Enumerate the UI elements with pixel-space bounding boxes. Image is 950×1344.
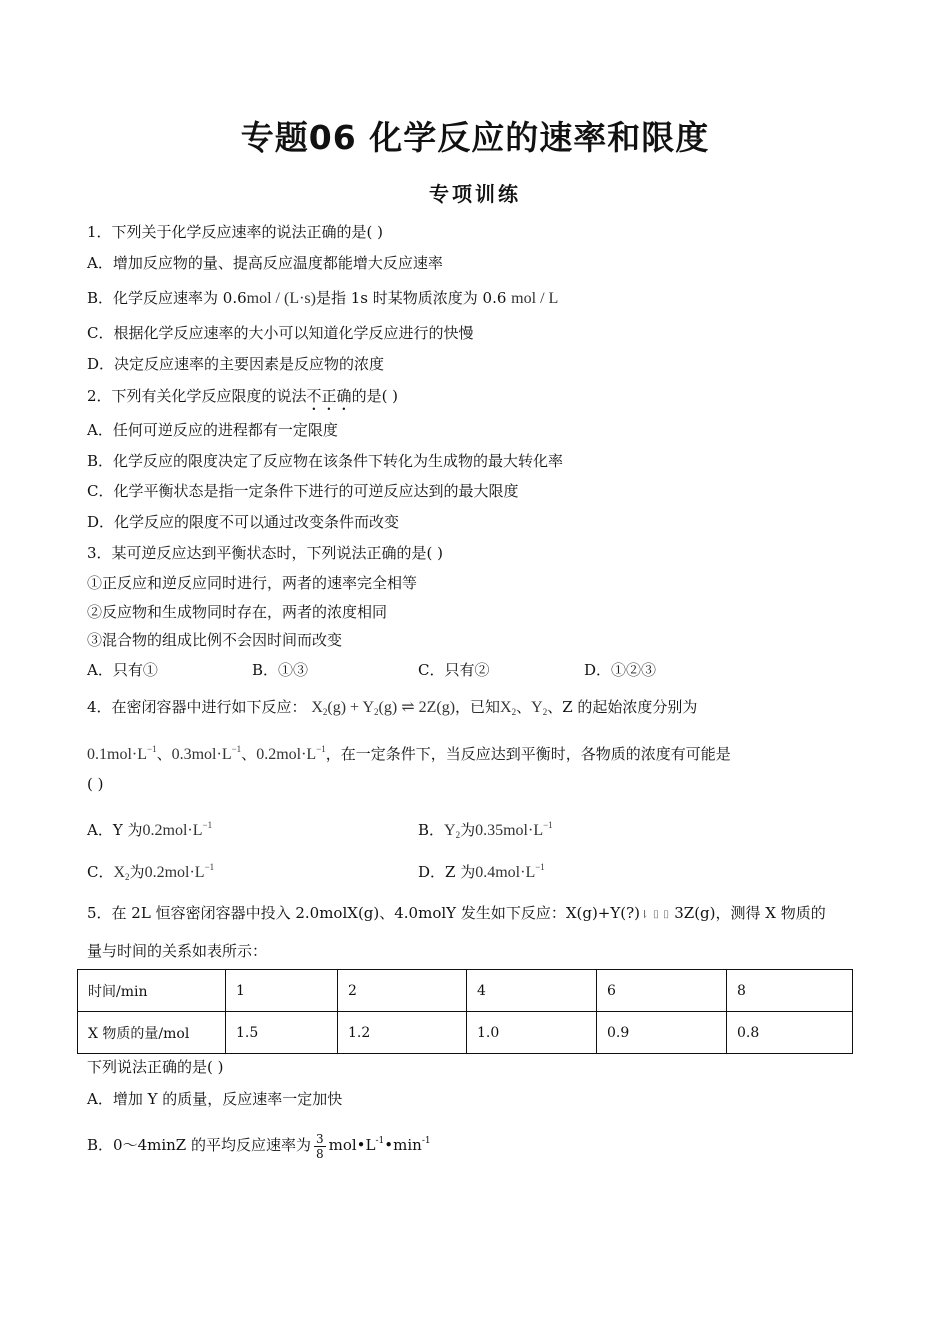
- q4-equilibrium-arrow: ⇌: [401, 699, 415, 716]
- q4-option-c-value: [145, 864, 215, 881]
- q4-option-b-value: [475, 822, 553, 839]
- q4-option-a: [87, 815, 212, 841]
- q5-option-b: [87, 1131, 431, 1161]
- q5-option-b-label: B．0～4minZ 的平均反应速率为: [87, 1136, 311, 1154]
- q4-option-d: [418, 857, 545, 883]
- table-cell: 0.8: [727, 1012, 853, 1054]
- q4-species-y: Y: [531, 699, 543, 716]
- q4-conc-exp: −1: [316, 744, 326, 754]
- q1-option-c: C．根据化学反应速率的大小可以知道化学反应进行的快慢: [87, 324, 474, 342]
- table-cell: 1.2: [338, 1012, 467, 1054]
- q2-stem-emphasis: 不正确: [306, 387, 352, 405]
- q4-option-c-mid: 为: [129, 863, 145, 881]
- q3-option-b: B．①③: [252, 661, 309, 679]
- q5-stem-pre: 5．在 2L 恒容密闭容器中投入 2.0molX(g)、4.0molY 发生如下反应：X(g)+Y(?): [87, 904, 641, 922]
- table-cell: 1.5: [226, 1012, 338, 1054]
- q5-unit-exp: -1: [421, 1136, 431, 1146]
- q3-option-c: C．只有②: [418, 661, 490, 679]
- q4-value-text: 0.2mol·L: [144, 864, 205, 881]
- q4-stem-pre: 4．在密闭容器中进行如下反应：: [87, 698, 307, 716]
- q4-species-x2: [500, 699, 516, 716]
- q4-species-sub: 2: [125, 872, 130, 882]
- q5-unit: mol•L: [328, 1136, 376, 1154]
- q4-value-text: 0.35mol·L: [475, 822, 544, 839]
- q4-species-x: X: [500, 699, 512, 716]
- q4-stem-post: 、Z 的起始浓度分别为: [547, 698, 698, 716]
- q2-stem-post: 的是( ): [351, 387, 399, 405]
- q4-value-exp: −1: [543, 820, 553, 830]
- q4-reaction-sub: 2: [322, 707, 328, 717]
- q5-fraction-numerator: 3: [315, 1131, 324, 1146]
- q4-option-d-label: D．Z 为: [418, 863, 476, 881]
- q4-conc-exp: −1: [147, 744, 157, 754]
- q4-reaction-sub: 2: [374, 707, 379, 717]
- q4-value-text: 0.2mol·L: [142, 822, 203, 839]
- q4-option-c-species: [113, 864, 129, 881]
- q4-answer-paren: ( ): [87, 775, 104, 793]
- q4-option-a-value: [143, 822, 213, 839]
- q4-reaction-part: (g) + Y: [327, 699, 375, 716]
- q4-value-exp: −1: [202, 820, 213, 830]
- q5-unit-exp: -1: [375, 1136, 385, 1146]
- table-cell: 时间/min: [78, 970, 226, 1012]
- q4-option-b: [418, 815, 553, 845]
- q5-fraction-denominator: 8: [315, 1146, 324, 1161]
- q4-conc-3: [256, 746, 326, 763]
- q1-option-d: D．决定反应速率的主要因素是反应物的浓度: [87, 355, 385, 373]
- table-cell: 1: [226, 970, 338, 1012]
- q4-option-d-value: [475, 864, 545, 881]
- q1-option-b-unit1: mol / (L·s): [246, 290, 316, 307]
- q5-option-a: A．增加 Y 的质量，反应速率一定加快: [87, 1090, 343, 1108]
- q2-option-a: A．任何可逆反应的进程都有一定限度: [87, 421, 338, 439]
- q2-stem-pre: 2．下列有关化学反应限度的说法: [87, 387, 307, 405]
- q2-option-b: B．化学反应的限度决定了反应物在该条件下转化为生成物的最大转化率: [87, 452, 564, 470]
- q4-conc-1: [87, 746, 157, 763]
- q4-reaction-product: 2Z(g): [418, 699, 456, 716]
- q4-option-c-label: C．: [87, 863, 114, 881]
- q4-value-exp: −1: [204, 862, 215, 872]
- table-cell: 6: [597, 970, 727, 1012]
- q4-species-y: Y: [444, 822, 456, 839]
- q5-fraction: [314, 1132, 326, 1161]
- q3-statement-2: ②反应物和生成物同时存在，两者的浓度相同: [87, 603, 388, 621]
- q2-option-c: C．化学平衡状态是指一定条件下进行的可逆反应达到的最大限度: [87, 482, 519, 500]
- page-subtitle: 专项训练: [429, 182, 521, 206]
- q5-question: 下列说法正确的是( ): [87, 1058, 224, 1076]
- q4-option-b-label: B．: [418, 821, 445, 839]
- table-cell: 8: [727, 970, 853, 1012]
- q1-stem: 1．下列关于化学反应速率的说法正确的是( ): [87, 223, 384, 241]
- page-title: 专题06 化学反应的速率和限度: [240, 118, 710, 157]
- q5-data-table: [77, 969, 853, 1054]
- q5-stem: [87, 903, 826, 925]
- q4-species-sub: 2: [455, 830, 461, 840]
- q4-reaction-part: (g): [378, 699, 398, 716]
- q4-conc-value: 0.3mol·L: [171, 746, 232, 763]
- q4-option-b-species: [444, 822, 460, 839]
- q5-stem-post: 3Z(g)，测得 X 物质的: [674, 904, 826, 922]
- q4-conc-value: 0.1mol·L: [87, 746, 147, 763]
- q4-option-b-mid: 为: [460, 821, 476, 839]
- q1-option-b-mid: 是指 1s 时某物质浓度为 0.6: [315, 289, 507, 307]
- q5-stem-line2: 量与时间的关系如表所示：: [87, 942, 268, 960]
- table-row: [78, 970, 853, 1012]
- q3-stem: 3．某可逆反应达到平衡状态时，下列说法正确的是( ): [87, 544, 444, 562]
- q4-conc-exp: −1: [231, 744, 242, 754]
- q1-option-a: A．增加反应物的量、提高反应温度都能增大反应速率: [87, 254, 443, 272]
- q4-stem: [87, 697, 697, 722]
- q4-species-x: X: [113, 864, 126, 881]
- q4-value-exp: −1: [535, 862, 545, 872]
- q4-option-c: [87, 857, 214, 887]
- q4-separator: 、: [516, 698, 532, 716]
- table-cell: 0.9: [597, 1012, 727, 1054]
- table-row: [78, 1012, 853, 1054]
- q3-statement-3: ③混合物的组成比例不会因时间而改变: [87, 631, 343, 649]
- q4-value-text: 0.4mol·L: [475, 864, 536, 881]
- q4-conc-value: 0.2mol·L: [256, 746, 317, 763]
- q4-reaction-x: X: [311, 699, 323, 716]
- q1-option-b: [87, 288, 558, 309]
- q4-species-sub: 2: [542, 707, 548, 717]
- q4-stem-mid: ，已知: [455, 698, 501, 716]
- q1-option-b-text: B．化学反应速率为 0.6: [87, 289, 247, 307]
- q4-option-a-label: A．Y 为: [87, 821, 143, 839]
- q4-conc-2: [172, 746, 242, 763]
- broken-arrow-glyph: ⇂ ⌷ ⌷: [640, 908, 670, 921]
- table-cell: 1.0: [467, 1012, 597, 1054]
- q2-stem: [87, 386, 398, 414]
- q4-species-sub: 2: [511, 707, 517, 717]
- q4-line2-post: ，在一定条件下，当反应达到平衡时，各物质的浓度有可能是: [325, 745, 731, 763]
- q5-unit: •min: [384, 1136, 422, 1154]
- q2-option-d: D．化学反应的限度不可以通过改变条件而改变: [87, 513, 400, 531]
- q4-separator: 、: [156, 745, 172, 763]
- table-cell: 2: [338, 970, 467, 1012]
- q3-statement-1: ①正反应和逆反应同时进行，两者的速率完全相等: [87, 574, 418, 592]
- q3-option-a: A．只有①: [87, 661, 158, 679]
- q4-concentrations: [87, 739, 731, 765]
- q3-option-d: D．①②③: [584, 661, 657, 679]
- table-cell: X 物质的量/mol: [78, 1012, 226, 1054]
- q4-reaction: [311, 699, 455, 716]
- q4-species-y2: [531, 699, 547, 716]
- table-cell: 4: [467, 970, 597, 1012]
- q4-separator: 、: [241, 745, 257, 763]
- q1-option-b-unit2: mol / L: [511, 290, 559, 307]
